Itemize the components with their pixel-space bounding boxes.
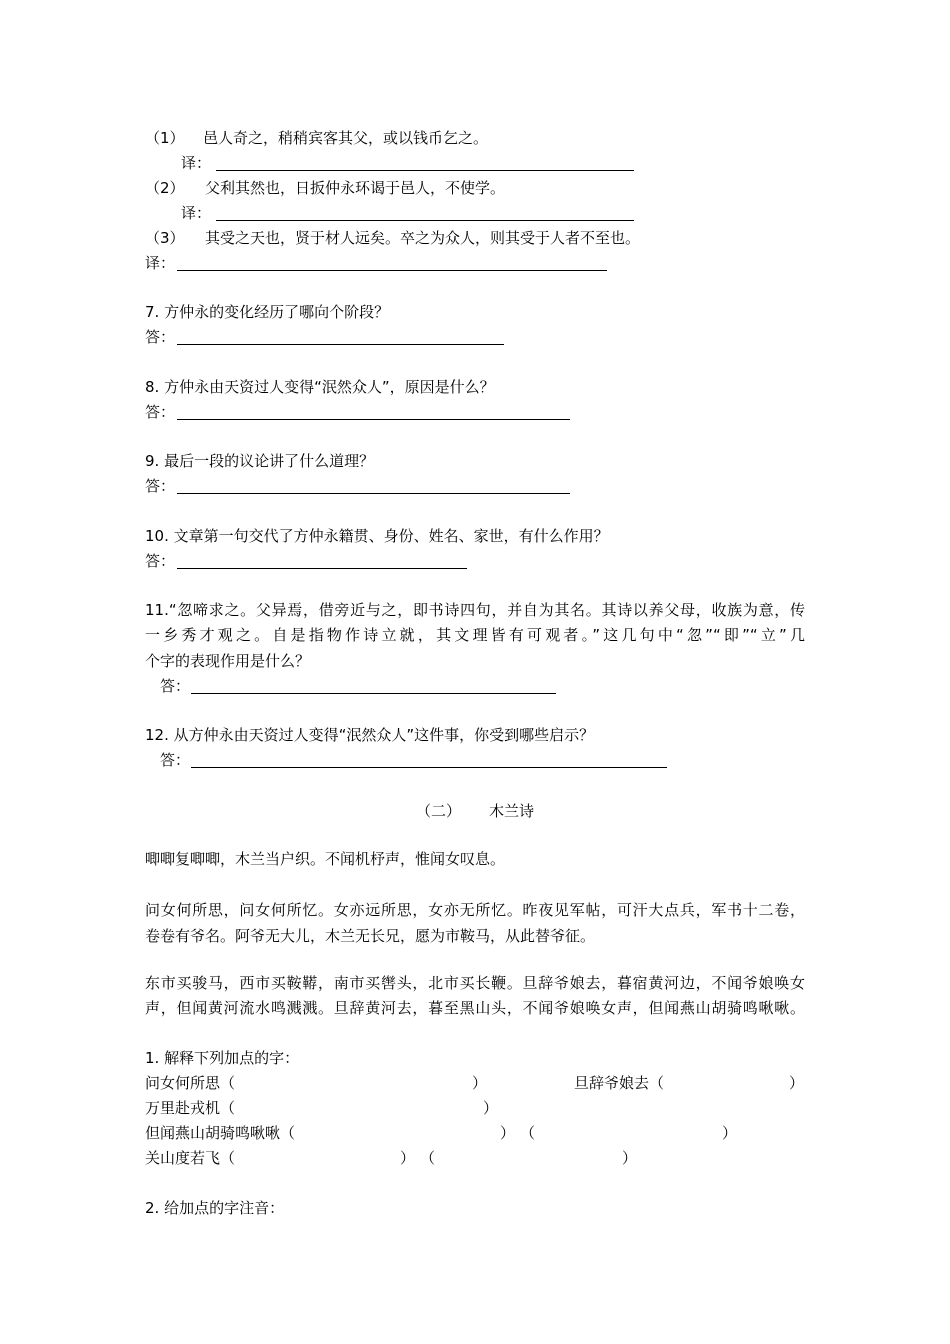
answer-blank[interactable]	[177, 269, 607, 271]
question-11-line-1: 11.“忽啼求之。父异焉，借旁近与之，即书诗四句，并自为其名。其诗以养父母，收族为意，传	[145, 601, 805, 619]
translation-2	[145, 178, 505, 198]
section-name: 木兰诗	[489, 802, 535, 820]
translation-1	[145, 128, 488, 148]
question-10: 10. 文章第一句交代了方仲永籍贯、身份、姓名、家世，有什么作用？	[145, 527, 609, 545]
question-11-line-2: 一乡秀才观之。自是指物作诗立就，其文理皆有可观者。”这几句中“忽”“即”“立”几	[145, 626, 805, 644]
exercise-item: 但闻燕山胡骑鸣啾啾（	[145, 1124, 296, 1142]
translation-label: 译：	[145, 254, 176, 272]
sentence-text: 其受之天也，贤于材人远矣。卒之为众人，则其受于人者不至也。	[205, 229, 641, 247]
question-12: 12. 从方仲永由天资过人变得“泯然众人”这件事，你受到哪些启示？	[145, 726, 595, 744]
answer-blank[interactable]	[177, 343, 504, 345]
question-9: 9. 最后一段的议论讲了什么道理？	[145, 452, 375, 470]
sentence-text: 邑人奇之，稍稍宾客其父，或以钱币乞之。	[203, 129, 489, 147]
answer-label: 答：	[160, 677, 191, 695]
translation-3	[145, 228, 640, 248]
question-11-line-3: 个字的表现作用是什么？	[145, 652, 311, 670]
close-paren: ）	[483, 1099, 499, 1117]
exercise-item: 关山度若飞（	[145, 1149, 236, 1167]
poem-paragraph-2-line-1: 问女何所思，问女何所忆。女亦远所思，女亦无所忆。昨夜见军帖，可汗大点兵，军书十二卷，	[145, 901, 805, 919]
close-paren: ）	[722, 1124, 738, 1142]
exercise-item: 问女何所思（	[145, 1074, 236, 1092]
item-number: （1）	[145, 129, 185, 147]
answer-blank[interactable]	[191, 766, 667, 768]
poem-paragraph-2-line-2: 卷卷有爷名。阿爷无大儿，木兰无长兄，愿为市鞍马，从此替爷征。	[145, 927, 596, 945]
answer-blank[interactable]	[177, 418, 570, 420]
poem-paragraph-1: 唧唧复唧唧，木兰当户织。不闻机杼声，惟闻女叹息。	[145, 850, 506, 868]
answer-label: 答：	[145, 477, 176, 495]
poem-paragraph-3-line-2: 声，但闻黄河流水鸣溅溅。旦辞黄河去，暮至黑山头，不闻爷娘唤女声，但闻燕山胡骑鸣啾啾。	[145, 999, 805, 1017]
answer-label: 答：	[145, 403, 176, 421]
answer-label: 答：	[145, 552, 176, 570]
exercise-2-heading: 2. 给加点的字注音：	[145, 1199, 285, 1217]
question-7: 7. 方仲永的变化经历了哪向个阶段？	[145, 303, 390, 321]
open-paren: （	[420, 1149, 436, 1167]
question-8: 8. 方仲永由天资过人变得“泯然众人”，原因是什么？	[145, 378, 495, 396]
answer-blank[interactable]	[216, 219, 634, 221]
exercise-item: 万里赴戎机（	[145, 1099, 236, 1117]
close-paren: ）	[789, 1074, 805, 1092]
close-paren: ）	[500, 1124, 516, 1142]
open-paren: （	[520, 1124, 536, 1142]
answer-label: 答：	[145, 328, 176, 346]
poem-paragraph-3-line-1: 东市买骏马，西市买鞍鞯，南市买辔头，北市买长鞭。旦辞爷娘去，暮宿黄河边，不闻爷娘唤女	[145, 974, 805, 992]
close-paren: ）	[400, 1149, 416, 1167]
exercise-item: 旦辞爷娘去（	[574, 1074, 665, 1092]
item-number: （3）	[145, 229, 185, 247]
section-title	[0, 801, 950, 821]
answer-blank[interactable]	[191, 692, 556, 694]
close-paren: ）	[472, 1074, 488, 1092]
close-paren: ）	[622, 1149, 638, 1167]
answer-blank[interactable]	[216, 169, 634, 171]
answer-blank[interactable]	[177, 492, 570, 494]
answer-label: 答：	[160, 751, 191, 769]
item-number: （2）	[145, 179, 185, 197]
answer-blank[interactable]	[177, 567, 467, 569]
sentence-text: 父利其然也，日扳仲永环谒于邑人，不使学。	[205, 179, 506, 197]
translation-label: 译：	[181, 204, 212, 222]
exercise-1-heading: 1. 解释下列加点的字：	[145, 1049, 300, 1067]
section-number: （二）	[415, 802, 461, 820]
translation-label: 译：	[181, 154, 212, 172]
